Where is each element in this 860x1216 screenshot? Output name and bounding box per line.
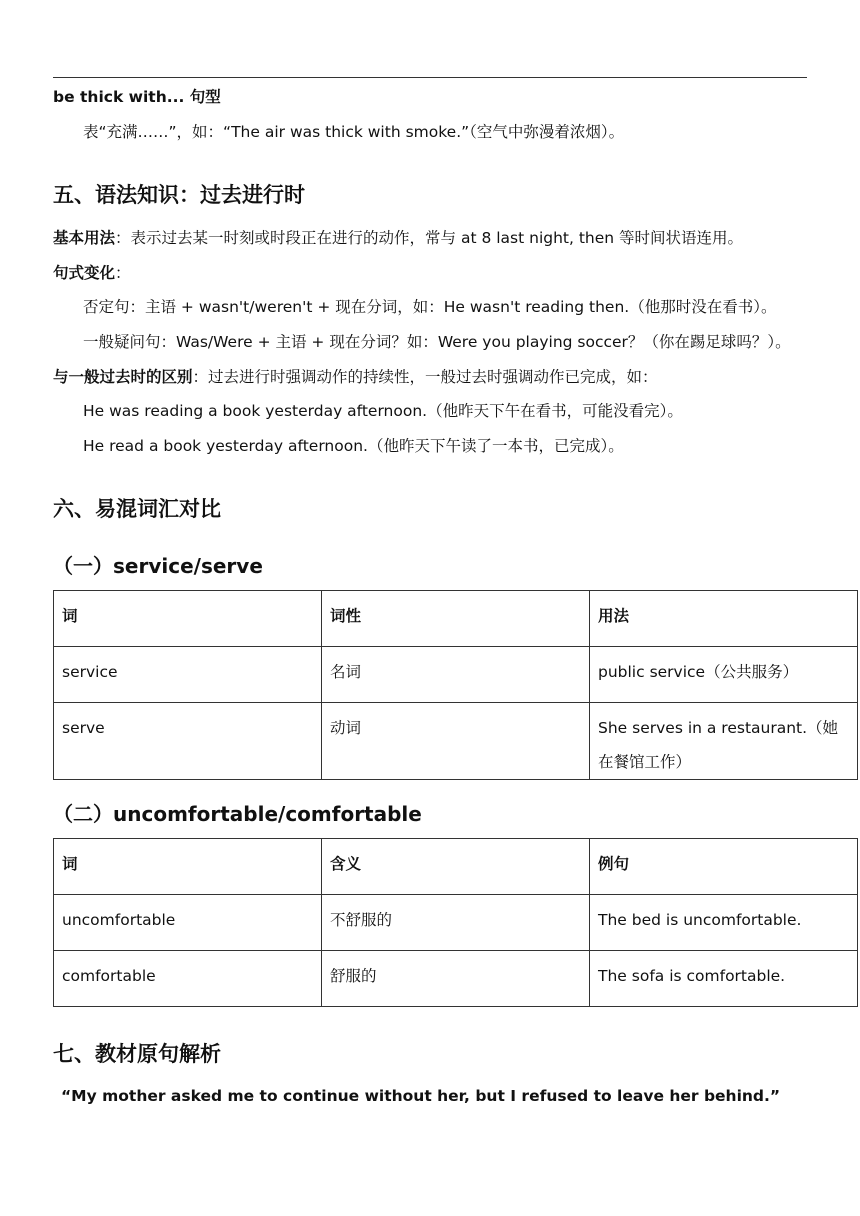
table-row (54, 703, 858, 780)
section7-title: 七、教材原句解析 (53, 1042, 221, 1066)
section5-title: 五、语法知识：过去进行时 (53, 183, 305, 207)
form-change-colon: ： (115, 264, 131, 282)
table-header-row (54, 839, 858, 895)
question-form: 一般疑问句：Was/Were + 主语 + 现在分词？如：Were you playing soccer？（你在踢足球吗？）。 (83, 333, 791, 351)
difference-label: 与一般过去时的区别 (53, 368, 193, 386)
table-row (54, 951, 858, 1007)
table-header-row (54, 591, 858, 647)
form-change-line (53, 263, 131, 283)
basic-usage-line (53, 228, 743, 248)
table-header-cell: 含义 (322, 839, 590, 895)
basic-usage-label: 基本用法 (53, 229, 116, 247)
table-cell: comfortable (54, 951, 322, 1007)
table-cell: serve (54, 703, 322, 780)
textbook-quote: “My mother asked me to continue without her, but I refused to leave her behind.” (61, 1087, 781, 1105)
example-sentence-1: He was reading a book yesterday afternoon.（他昨天下午在看书，可能没看完）。 (83, 402, 683, 420)
table-cell: She serves in a restaurant.（她在餐馆工作） (590, 703, 858, 780)
table-header-cell: 词 (54, 591, 322, 647)
table-cell: 名词 (322, 647, 590, 703)
table-cell: 动词 (322, 703, 590, 780)
comfortable-table (53, 838, 858, 1007)
table-cell: The sofa is comfortable. (590, 951, 858, 1007)
section6-title: 六、易混词汇对比 (53, 497, 221, 521)
table-header-cell: 词 (54, 839, 322, 895)
table-header-cell: 用法 (590, 591, 858, 647)
table-cell: 舒服的 (322, 951, 590, 1007)
phrase-heading: be thick with... 句型 (53, 88, 221, 106)
table-cell: service (54, 647, 322, 703)
header-rule (53, 77, 807, 78)
table-cell: 不舒服的 (322, 895, 590, 951)
phrase-explanation: 表“充满……”，如：“The air was thick with smoke.”（空气中弥漫着浓烟）。 (83, 123, 625, 141)
basic-usage-text: ：表示过去某一时刻或时段正在进行的动作，常与 at 8 last night, then 等时间状语连用。 (115, 229, 744, 247)
table-cell: uncomfortable (54, 895, 322, 951)
example-sentence-2: He read a book yesterday afternoon.（他昨天下午读了一本书，已完成）。 (83, 437, 624, 455)
form-change-label: 句式变化 (53, 264, 116, 282)
table-cell: The bed is uncomfortable. (590, 895, 858, 951)
difference-text: ：过去进行时强调动作的持续性，一般过去时强调动作已完成，如： (192, 368, 658, 386)
table-header-cell: 词性 (322, 591, 590, 647)
difference-line (53, 367, 658, 387)
table-header-cell: 例句 (590, 839, 858, 895)
service-serve-table (53, 590, 858, 780)
table-cell: public service（公共服务） (590, 647, 858, 703)
subsection2-title: （二）uncomfortable/comfortable (53, 802, 422, 826)
negative-form: 否定句：主语 + wasn't/weren't + 现在分词，如：He wasn't reading then.（他那时没在看书）。 (83, 298, 777, 316)
subsection1-title: （一）service/serve (53, 554, 263, 578)
table-row (54, 647, 858, 703)
table-row (54, 895, 858, 951)
